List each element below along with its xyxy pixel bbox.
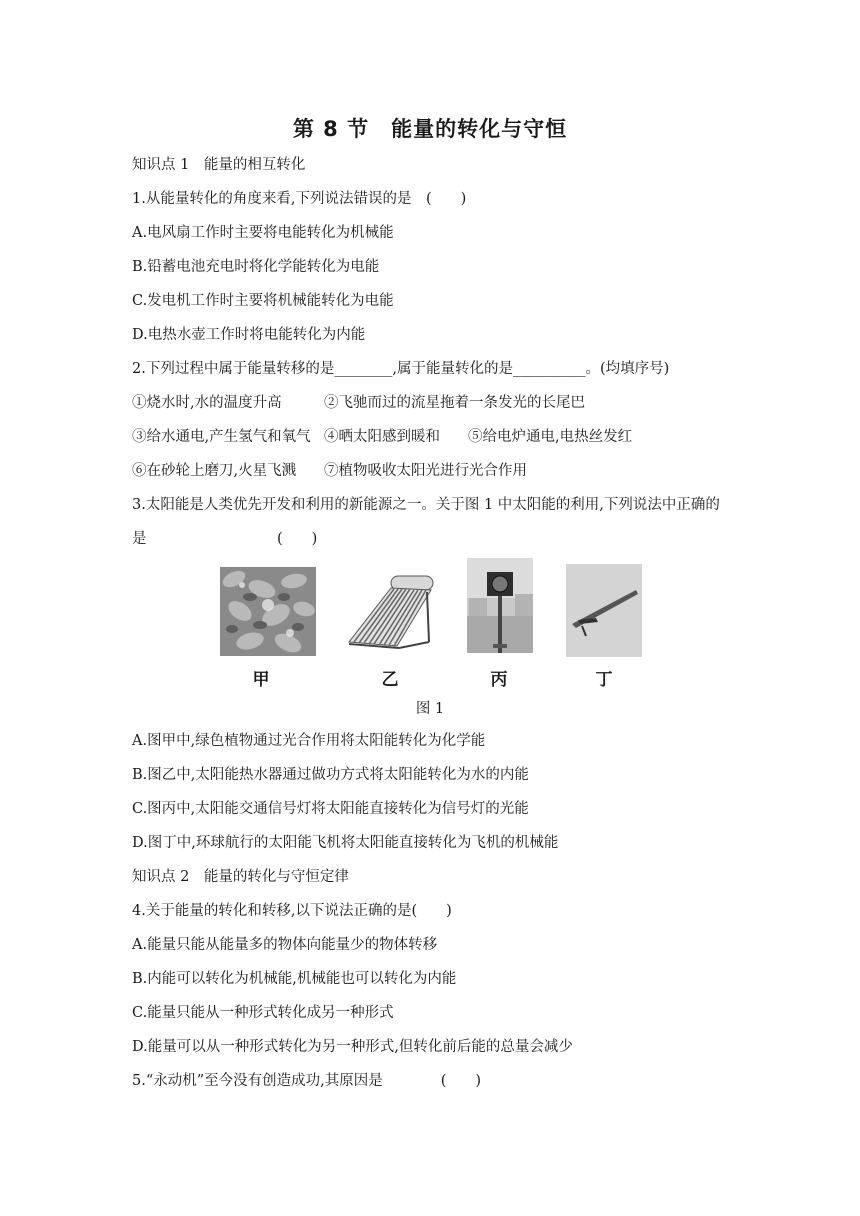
question-4-option-b: B.内能可以转化为机械能,机械能也可以转化为内能 (132, 971, 457, 987)
question-3-option-b: B.图乙中,太阳能热水器通过做功方式将太阳能转化为水的内能 (132, 767, 529, 783)
question-2-item-5: ⑤给电炉通电,电热丝发红 (468, 429, 633, 445)
section-heading-1: 知识点 1 能量的相互转化 (132, 157, 306, 173)
question-2-item-1: ①烧水时,水的温度升高 (132, 395, 282, 411)
leaves-photo-image (220, 567, 316, 656)
question-3-stem-line-1: 3.太阳能是人类优先开发和利用的新能源之一。关于图 1 中太阳能的利用,下列说法中正确的 (132, 497, 720, 513)
figure-label-bing: 丙 (490, 670, 508, 690)
question-1-option-d: D.电热水壶工作时将电能转化为内能 (132, 327, 366, 343)
question-2-stem: 2.下列过程中属于能量转移的是________,属于能量转化的是__________。(均填序号) (132, 361, 670, 377)
question-4-option-c: C.能量只能从一种形式转化成另一种形式 (132, 1005, 394, 1021)
figure-label-yi: 乙 (381, 670, 399, 690)
figure-caption: 图 1 (415, 701, 445, 717)
question-3-option-d: D.图丁中,环球航行的太阳能飞机将太阳能直接转化为飞机的机械能 (132, 835, 559, 851)
question-4-option-a: A.能量只能从能量多的物体向能量少的物体转移 (132, 937, 438, 953)
figure-label-ding: 丁 (595, 670, 613, 690)
section-heading-2: 知识点 2 能量的转化与守恒定律 (132, 869, 349, 885)
question-4-stem: 4.关于能量的转化和转移,以下说法正确的是( ) (132, 903, 452, 919)
question-1-option-b: B.铅蓄电池充电时将化学能转化为电能 (132, 259, 380, 275)
question-3-option-c: C.图丙中,太阳能交通信号灯将太阳能直接转化为信号灯的光能 (132, 801, 529, 817)
question-2-item-6: ⑥在砂轮上磨刀,火星飞溅 (132, 463, 297, 479)
question-2-item-7: ⑦植物吸收太阳光进行光合作用 (324, 463, 527, 479)
question-1-option-c: C.发电机工作时主要将机械能转化为电能 (132, 293, 394, 309)
question-3-stem-line-2: 是 ( ) (132, 531, 318, 547)
figure-label-jia: 甲 (252, 670, 270, 690)
solar-water-heater-image (341, 572, 438, 654)
question-1-stem: 1.从能量转化的角度来看,下列说法错误的是 ( ) (132, 191, 467, 207)
question-5-stem: 5.“永动机”至今没有创造成功,其原因是 ( ) (132, 1073, 482, 1089)
question-1-option-a: A.电风扇工作时主要将电能转化为机械能 (132, 225, 394, 241)
page-title: 第 8 节 能量的转化与守恒 (292, 117, 568, 141)
solar-airplane-image (566, 564, 642, 657)
solar-traffic-light-image (467, 558, 533, 653)
question-3-option-a: A.图甲中,绿色植物通过光合作用将太阳能转化为化学能 (132, 733, 486, 749)
question-4-option-d: D.能量可以从一种形式转化为另一种形式,但转化前后能的总量会减少 (132, 1039, 573, 1055)
question-2-item-4: ④晒太阳感到暖和 (324, 429, 440, 445)
question-2-item-3: ③给水通电,产生氢气和氧气 (132, 429, 311, 445)
question-2-item-2: ②飞驰而过的流星拖着一条发光的长尾巴 (324, 395, 585, 411)
